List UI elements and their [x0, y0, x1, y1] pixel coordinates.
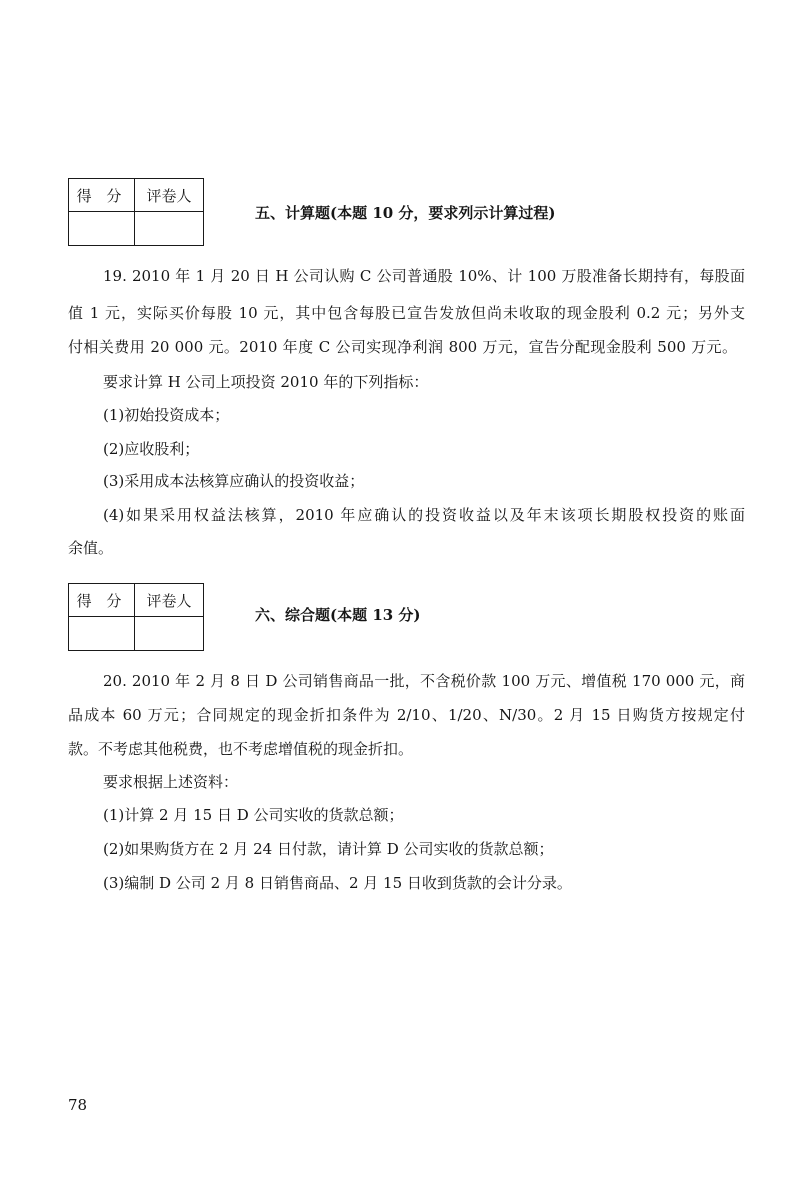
- question-stem-line: 付相关费用 20 000 元。2010 年度 C 公司实现净利润 800 万元，宣告分配现金股利 500 万元。: [68, 338, 737, 356]
- question-item-continuation: 余值。: [68, 539, 114, 557]
- page-number: 78: [68, 1096, 88, 1114]
- score-value-cell: [69, 212, 135, 245]
- question-stem-line: 20. 2010 年 2 月 8 日 D 公司销售商品一批，不含税价款 100 万元、增值税 170 000 元，商: [103, 672, 745, 690]
- grader-value-cell: [135, 212, 203, 245]
- question-item: (2)应收股利；: [103, 440, 200, 458]
- section-heading: 六、综合题(本题 13 分): [255, 606, 421, 624]
- grader-value-cell: [135, 617, 203, 650]
- question-item: (2)如果购货方在 2 月 24 日付款，请计算 D 公司实收的货款总额；: [103, 840, 554, 858]
- question-stem-line: 品成本 60 万元；合同规定的现金折扣条件为 2/10、1/20、N/30。2 月 15 日购货方按规定付: [68, 706, 745, 724]
- grader-label: 评卷人: [135, 584, 203, 617]
- score-label: 得 分: [69, 584, 135, 617]
- score-box: [68, 583, 204, 651]
- grader-label: 评卷人: [135, 179, 203, 212]
- question-requirement: 要求计算 H 公司上项投资 2010 年的下列指标：: [103, 373, 429, 391]
- question-stem-line: 19. 2010 年 1 月 20 日 H 公司认购 C 公司普通股 10%、计 100 万股准备长期持有，每股面: [103, 267, 745, 285]
- question-item: (3)编制 D 公司 2 月 8 日销售商品、2 月 15 日收到货款的会计分录。: [103, 874, 572, 892]
- question-item: (3)采用成本法核算应确认的投资收益；: [103, 472, 365, 490]
- question-requirement: 要求根据上述资料：: [103, 773, 239, 791]
- question-stem-line: 值 1 元，实际买价每股 10 元，其中包含每股已宣告发放但尚未收取的现金股利 0.2 元；另外支: [68, 304, 745, 322]
- score-box: [68, 178, 204, 246]
- question-item: (4)如果采用权益法核算，2010 年应确认的投资收益以及年末该项长期股权投资的账面: [103, 506, 745, 524]
- score-value-cell: [69, 617, 135, 650]
- question-item: (1)初始投资成本；: [103, 406, 230, 424]
- question-item: (1)计算 2 月 15 日 D 公司实收的货款总额；: [103, 806, 404, 824]
- section-heading: 五、计算题(本题 10 分，要求列示计算过程): [255, 204, 556, 222]
- score-label: 得 分: [69, 179, 135, 212]
- question-stem-line: 款。不考虑其他税费，也不考虑增值税的现金折扣。: [68, 740, 414, 758]
